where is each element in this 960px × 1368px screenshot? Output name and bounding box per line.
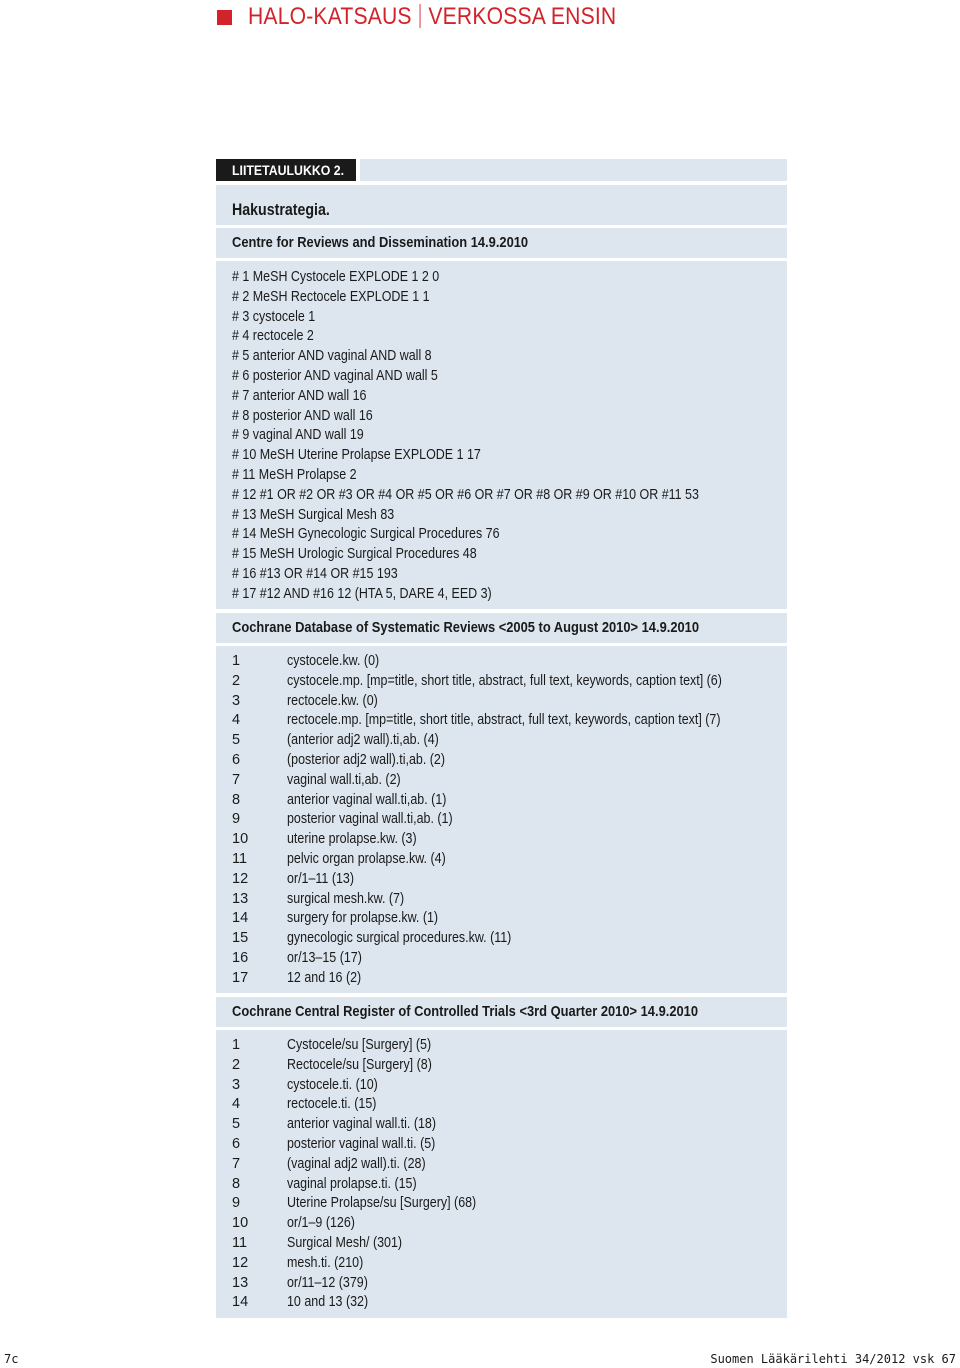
cdsr-row-number: 17 xyxy=(232,969,249,986)
central-row-term: cystocele.ti. (10) xyxy=(287,1076,378,1093)
central-row-number: 10 xyxy=(232,1215,249,1232)
cdsr-row-number: 10 xyxy=(232,831,249,848)
cdsr-row-number: 14 xyxy=(232,910,249,927)
central-row-term: rectocele.ti. (15) xyxy=(287,1096,377,1113)
table-title: Hakustrategia. xyxy=(232,201,330,219)
central-heading: Cochrane Central Register of Controlled Trials <3rd Quarter 2010> 14.9.2010 xyxy=(232,1003,699,1020)
cdsr-row-number: 15 xyxy=(232,930,249,947)
cdsr-row-term: rectocele.kw. (0) xyxy=(287,692,378,709)
cdsr-row-term: vaginal wall.ti,ab. (2) xyxy=(287,771,401,788)
cdsr-row-term: cystocele.mp. [mp=title, short title, abstract, full text, keywords, caption text] (6) xyxy=(287,672,722,689)
central-search-block xyxy=(216,1030,787,1318)
cdsr-row-number: 7 xyxy=(232,771,241,788)
central-row-number: 4 xyxy=(232,1096,241,1113)
central-row-term: or/11–12 (379) xyxy=(287,1274,368,1291)
crd-heading: Centre for Reviews and Dissemination 14.9.2010 xyxy=(232,234,529,251)
cdsr-row-number: 13 xyxy=(232,890,249,907)
central-row-number: 9 xyxy=(232,1195,241,1212)
central-row-number: 7 xyxy=(232,1155,241,1172)
cdsr-row-term: rectocele.mp. [mp=title, short title, abstract, full text, keywords, caption text] (7) xyxy=(287,712,721,729)
cdsr-row-term: posterior vaginal wall.ti,ab. (1) xyxy=(287,811,453,828)
central-row-number: 11 xyxy=(232,1235,248,1251)
central-row-term: mesh.ti. (210) xyxy=(287,1254,364,1271)
cdsr-row-number: 4 xyxy=(232,712,241,729)
cdsr-heading: Cochrane Database of Systematic Reviews <2005 to August 2010> 14.9.2010 xyxy=(232,619,700,636)
crd-heading-band xyxy=(216,228,787,258)
crd-search-line: # 6 posterior AND vaginal AND wall 5 xyxy=(232,368,438,384)
cdsr-row-number: 1 xyxy=(232,653,241,669)
table-label-fill xyxy=(360,159,787,181)
central-row-term: posterior vaginal wall.ti. (5) xyxy=(287,1136,436,1152)
cdsr-row-number: 11 xyxy=(232,851,248,867)
cdsr-row-number: 9 xyxy=(232,811,241,828)
table-label-text: LIITETAULUKKO 2. xyxy=(232,162,345,178)
table-label-row xyxy=(216,159,787,181)
central-row-term: Surgical Mesh/ (301) xyxy=(287,1235,403,1251)
crd-search-line: # 17 #12 AND #16 12 (HTA 5, DARE 4, EED 3) xyxy=(232,585,492,602)
cdsr-heading-band xyxy=(216,613,787,643)
central-row-term: or/1–9 (126) xyxy=(287,1215,355,1232)
crd-search-line: # 13 MeSH Surgical Mesh 83 xyxy=(232,506,395,523)
central-row-number: 8 xyxy=(232,1175,241,1192)
header-title xyxy=(248,3,616,31)
central-row-number: 1 xyxy=(232,1037,241,1053)
header-divider xyxy=(420,4,421,28)
table-title-band xyxy=(216,185,787,225)
cdsr-row-term: cystocele.kw. (0) xyxy=(287,653,380,669)
central-row-number: 12 xyxy=(232,1254,249,1271)
cdsr-row-term: surgical mesh.kw. (7) xyxy=(287,890,405,907)
cdsr-row-number: 16 xyxy=(232,950,249,966)
crd-search-block xyxy=(216,261,787,609)
header-square-icon xyxy=(217,10,232,25)
cdsr-row-number: 12 xyxy=(232,870,249,887)
cdsr-row-number: 8 xyxy=(232,791,241,808)
cdsr-row-term: (posterior adj2 wall).ti,ab. (2) xyxy=(287,752,446,768)
page-number: 7c xyxy=(4,1352,19,1366)
crd-search-line: # 14 MeSH Gynecologic Surgical Procedures 76 xyxy=(232,526,500,543)
cdsr-row-term: anterior vaginal wall.ti,ab. (1) xyxy=(287,791,447,808)
cdsr-row-term: 12 and 16 (2) xyxy=(287,969,362,986)
crd-search-line: # 5 anterior AND vaginal AND wall 8 xyxy=(232,348,432,365)
central-row-term: Uterine Prolapse/su [Surgery] (68) xyxy=(287,1195,477,1212)
cdsr-row-term: (anterior adj2 wall).ti,ab. (4) xyxy=(287,732,439,749)
header-title-part2: VERKOSSA ENSIN xyxy=(428,3,617,30)
crd-search-line: # 1 MeSH Cystocele EXPLODE 1 2 0 xyxy=(232,269,440,285)
crd-search-line: # 10 MeSH Uterine Prolapse EXPLODE 1 17 xyxy=(232,447,481,464)
cdsr-row-term: gynecologic surgical procedures.kw. (11) xyxy=(287,930,512,947)
crd-search-line: # 8 posterior AND wall 16 xyxy=(232,407,373,424)
central-row-number: 14 xyxy=(232,1294,249,1311)
central-heading-band xyxy=(216,997,787,1027)
table-label xyxy=(216,159,356,181)
cdsr-row-number: 3 xyxy=(232,692,241,709)
central-row-term: (vaginal adj2 wall).ti. (28) xyxy=(287,1155,426,1172)
crd-search-line: # 16 #13 OR #14 OR #15 193 xyxy=(232,566,398,582)
central-row-term: Cystocele/su [Surgery] (5) xyxy=(287,1037,432,1053)
central-row-number: 3 xyxy=(232,1076,241,1093)
cdsr-row-number: 5 xyxy=(232,732,241,749)
crd-search-line: # 2 MeSH Rectocele EXPLODE 1 1 xyxy=(232,288,430,305)
journal-citation: Suomen Lääkärilehti 34/2012 vsk 67 xyxy=(710,1352,956,1366)
crd-search-line: # 4 rectocele 2 xyxy=(232,328,314,345)
crd-search-line: # 12 #1 OR #2 OR #3 OR #4 OR #5 OR #6 OR #7 OR #8 OR #9 OR #10 OR #11 53 xyxy=(232,486,699,503)
cdsr-row-term: or/13–15 (17) xyxy=(287,950,362,966)
cdsr-row-term: or/1–11 (13) xyxy=(287,870,355,887)
central-row-term: anterior vaginal wall.ti. (18) xyxy=(287,1116,437,1133)
crd-search-line: # 11 MeSH Prolapse 2 xyxy=(232,467,357,483)
crd-search-line: # 15 MeSH Urologic Surgical Procedures 48 xyxy=(232,546,477,563)
crd-search-line: # 9 vaginal AND wall 19 xyxy=(232,427,364,444)
cdsr-row-term: uterine prolapse.kw. (3) xyxy=(287,831,417,848)
central-row-term: Rectocele/su [Surgery] (8) xyxy=(287,1056,432,1073)
central-row-number: 2 xyxy=(232,1056,241,1073)
cdsr-row-number: 6 xyxy=(232,752,241,768)
crd-search-line: # 7 anterior AND wall 16 xyxy=(232,387,367,404)
central-row-term: vaginal prolapse.ti. (15) xyxy=(287,1175,417,1192)
cdsr-row-term: surgery for prolapse.kw. (1) xyxy=(287,910,439,927)
central-row-term: 10 and 13 (32) xyxy=(287,1294,369,1311)
cdsr-search-block xyxy=(216,646,787,993)
central-row-number: 5 xyxy=(232,1116,241,1133)
cdsr-row-number: 2 xyxy=(232,672,241,689)
central-row-number: 6 xyxy=(232,1136,241,1152)
header-title-part1: HALO-KATSAUS xyxy=(248,3,412,30)
crd-search-line: # 3 cystocele 1 xyxy=(232,308,316,325)
central-row-number: 13 xyxy=(232,1274,249,1291)
page-header xyxy=(217,0,667,34)
cdsr-row-term: pelvic organ prolapse.kw. (4) xyxy=(287,851,446,867)
